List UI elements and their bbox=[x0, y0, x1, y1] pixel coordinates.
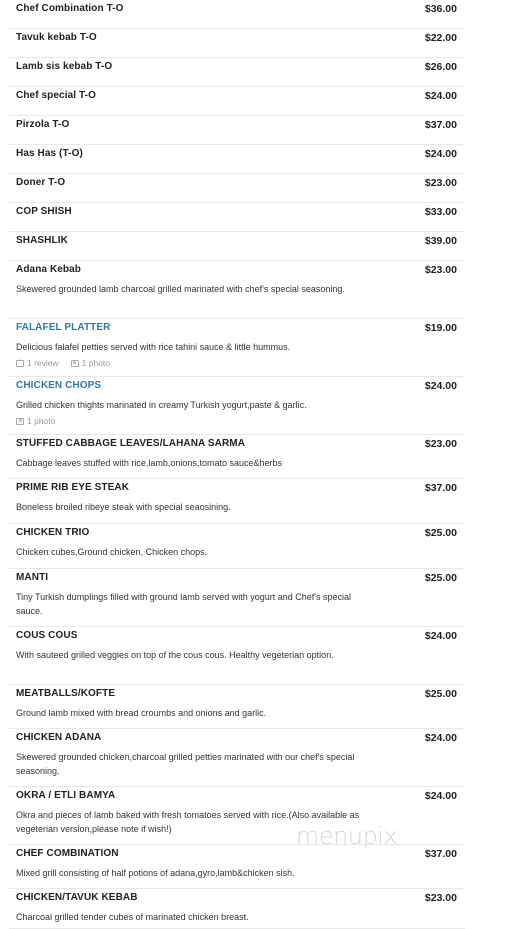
menu-item-name: Tavuk kebab T-O bbox=[16, 32, 97, 43]
menu-item-price: $24.00 bbox=[424, 380, 457, 392]
menu-item bbox=[9, 116, 465, 145]
menu-item-description: Tiny Turkish dumplings filled with ground lamb served with yogurt and Chef's special sauce. bbox=[16, 592, 352, 616]
menu-item-name[interactable]: CHICKEN CHOPS bbox=[16, 380, 102, 391]
menu-item bbox=[9, 145, 465, 174]
menu-item-price: $24.00 bbox=[424, 790, 457, 802]
photo-count-link[interactable] bbox=[16, 416, 55, 426]
menu-item-name: COUS COUS bbox=[16, 630, 78, 641]
menu-item bbox=[9, 729, 465, 787]
menu-item-name[interactable]: FALAFEL PLATTER bbox=[16, 322, 111, 333]
menu-item-description: Chicken cubes,Ground chicken, Chicken chops. bbox=[16, 547, 208, 557]
menu-item-name: MANTI bbox=[16, 572, 49, 583]
menu-item-meta bbox=[16, 416, 55, 426]
menu-item-name: Chef special T-O bbox=[16, 90, 96, 101]
menu-item-name: Pirzola T-O bbox=[16, 119, 70, 130]
menu-item-price: $25.00 bbox=[424, 572, 457, 584]
menu-item-name: STUFFED CABBAGE LEAVES/LAHANA SARMA bbox=[16, 438, 246, 449]
menu-item-price: $25.00 bbox=[424, 688, 457, 700]
menu-item[interactable] bbox=[9, 319, 465, 377]
menu-item-description: Skewered grounded chicken,charcoal grilled petties marinated with our chef's special seasoning. bbox=[16, 752, 355, 776]
menu-item-name: Adana Kebab bbox=[16, 264, 82, 275]
menu-item-description: Cabbage leaves stuffed with rice,lamb,onions,tomato sauce&herbs bbox=[16, 458, 282, 468]
menu-item-description: Skewered grounded lamb charcoal grilled marinated with chef's special seasoning. bbox=[16, 284, 345, 294]
menu-item-price: $24.00 bbox=[424, 732, 457, 744]
menu-item-name: PRIME RIB EYE STEAK bbox=[16, 482, 130, 493]
menu-item-price: $24.00 bbox=[424, 630, 457, 642]
menu-item[interactable] bbox=[9, 377, 465, 435]
menu-item bbox=[9, 627, 465, 685]
menu-item-meta bbox=[16, 358, 110, 368]
menu-item-price: $23.00 bbox=[424, 892, 457, 904]
menu-item-price: $37.00 bbox=[424, 119, 457, 131]
menu-item-description: Boneless broiled ribeye steak with special seaosining. bbox=[16, 502, 231, 512]
menu-item-name: MEATBALLS/KOFTE bbox=[16, 688, 116, 699]
menu-item bbox=[9, 889, 465, 929]
menu-item bbox=[9, 87, 465, 116]
photo-count: 1 photo bbox=[81, 358, 111, 368]
menu-item-name: OKRA / ETLI BAMYA bbox=[16, 790, 116, 801]
menu-item-description: Okra and pieces of lamb baked with fresh tomatoes served with rice.(Also available as vegeterian version,please note if wish!) bbox=[16, 810, 360, 834]
photo-count: 1 photo bbox=[27, 416, 56, 426]
menu-item-price: $22.00 bbox=[424, 32, 457, 44]
menu-item-price: $39.00 bbox=[424, 235, 457, 247]
menu-item-name: Chef Combination T-O bbox=[16, 3, 124, 14]
photo-count-link[interactable] bbox=[71, 358, 110, 368]
menu-item bbox=[9, 29, 465, 58]
menu-item-price: $23.00 bbox=[424, 438, 457, 450]
menu-item-name: CHICKEN TRIO bbox=[16, 527, 90, 538]
menu-item bbox=[9, 174, 465, 203]
menu-item-price: $37.00 bbox=[424, 482, 457, 494]
menu-item-description: Mixed grill consisting of half potions of adana,gyro,lamb&chicken sish. bbox=[16, 868, 295, 878]
menu-item-price: $23.00 bbox=[424, 264, 457, 276]
menu-item-price: $23.00 bbox=[424, 177, 457, 189]
review-icon bbox=[16, 360, 24, 367]
menu-item bbox=[9, 261, 465, 319]
menu-item bbox=[9, 845, 465, 889]
menu-item-name: SHASHLIK bbox=[16, 235, 68, 246]
menu-item bbox=[9, 479, 465, 524]
menu-item bbox=[9, 435, 465, 479]
camera-icon bbox=[71, 360, 79, 367]
menu-item-price: $19.00 bbox=[424, 322, 457, 334]
menu-item-price: $25.00 bbox=[424, 527, 457, 539]
menupix-watermark: menupix bbox=[296, 822, 398, 850]
menu-item-price: $36.00 bbox=[424, 3, 457, 15]
menu-item-name: CHEF COMBINATION bbox=[16, 848, 119, 859]
menu-item bbox=[9, 232, 465, 261]
menu-item-price: $26.00 bbox=[424, 61, 457, 73]
menu-item-description: Ground lamb mixed with bread croumbs and onions and garlic. bbox=[16, 708, 267, 718]
menu-item bbox=[9, 685, 465, 729]
review-count-link[interactable] bbox=[16, 358, 59, 368]
menu-item-name: CHICKEN/TAVUK KEBAB bbox=[16, 892, 138, 903]
menu-item-description: Grilled chicken thights marinated in creamy Turkish yogurt,paste & garlic. bbox=[16, 400, 307, 410]
menu-item-price: $33.00 bbox=[424, 206, 457, 218]
menu-item-name: CHICKEN ADANA bbox=[16, 732, 102, 743]
menu-item-name: Has Has (T-O) bbox=[16, 148, 83, 159]
review-count: 1 review bbox=[27, 358, 59, 368]
menu-item-description: Charcoal grilled tender cubes of marinated chicken breast. bbox=[16, 912, 249, 922]
menu-item-name: Doner T-O bbox=[16, 177, 66, 188]
menu-item-price: $24.00 bbox=[424, 148, 457, 160]
menu-item-description: Delicious falafel petties served with rice tahini sauce & little hummus. bbox=[16, 342, 291, 352]
camera-icon bbox=[16, 418, 24, 425]
menu-item bbox=[9, 569, 465, 627]
menu-item-price: $37.00 bbox=[424, 848, 457, 860]
menu-item bbox=[9, 203, 465, 232]
menu-item-price: $24.00 bbox=[424, 90, 457, 102]
menu-item bbox=[9, 58, 465, 87]
menu-item-name: Lamb sis kebab T-O bbox=[16, 61, 113, 72]
menu-item-name: COP SHISH bbox=[16, 206, 72, 217]
menu-item bbox=[9, 524, 465, 569]
menu-item-description: With sauteed grilled veggies on top of the cous cous. Healthy vegeterian option. bbox=[16, 650, 334, 660]
menu-item bbox=[9, 0, 465, 29]
